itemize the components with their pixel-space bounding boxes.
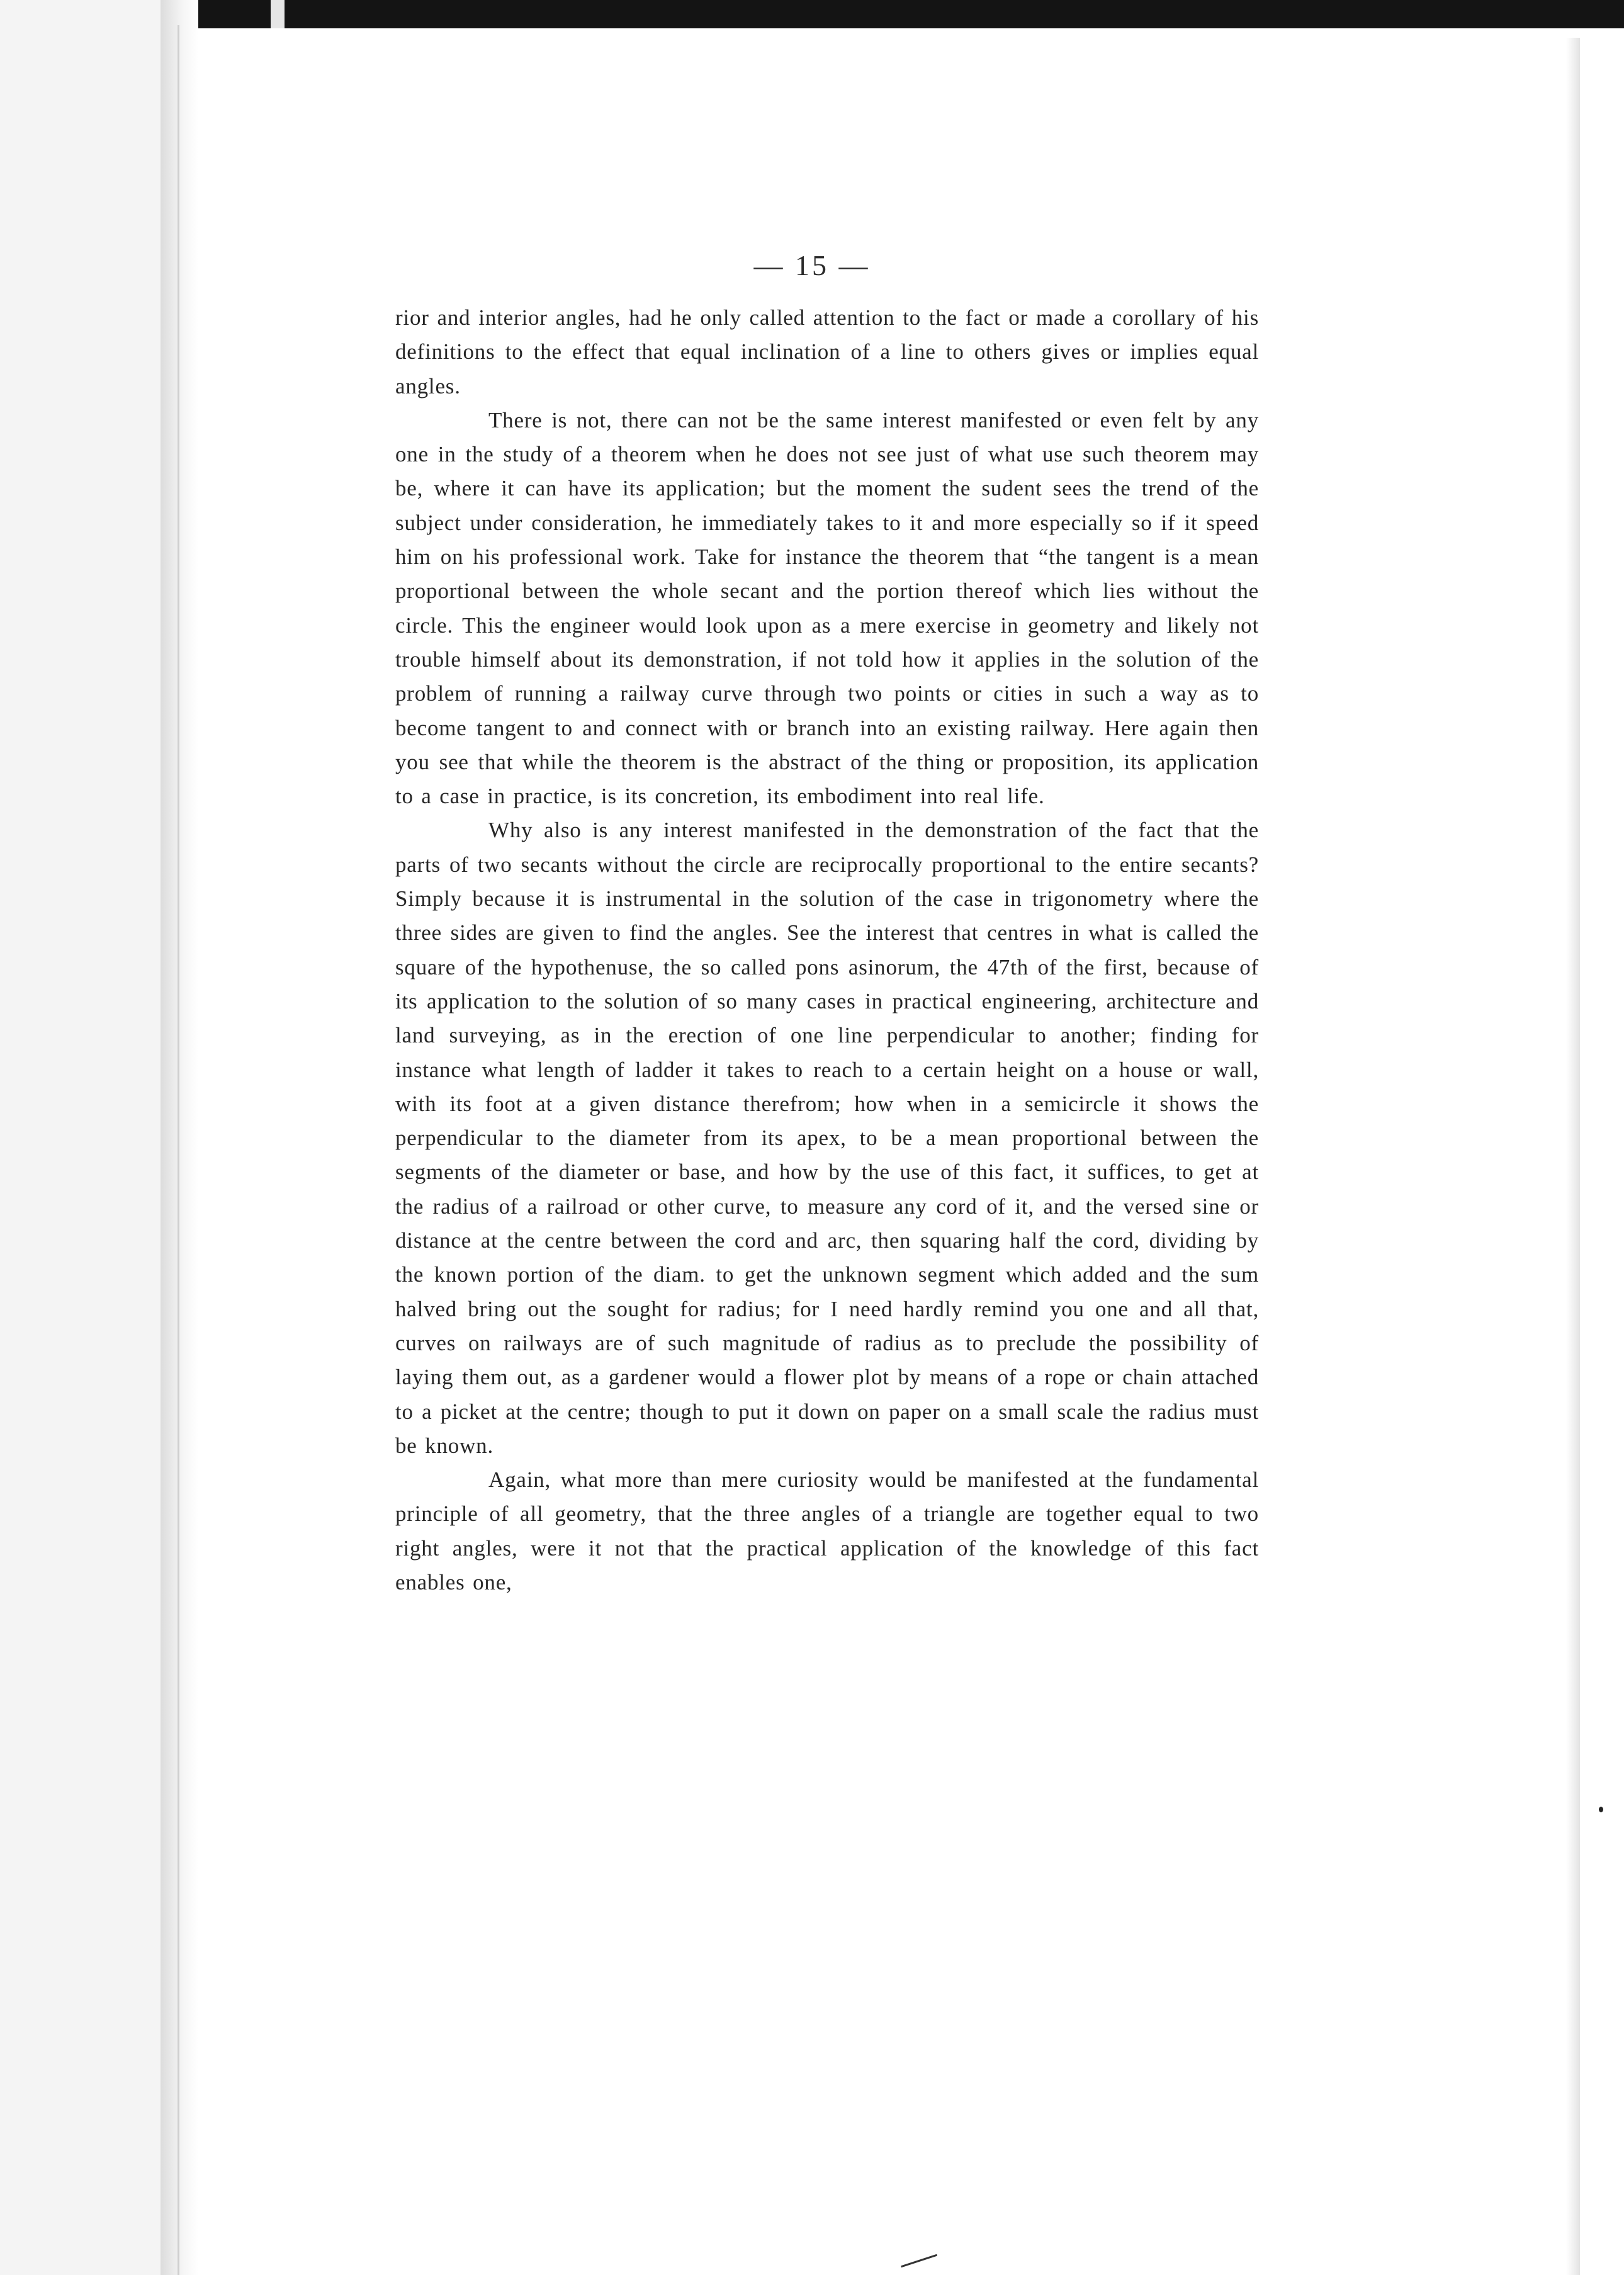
paragraph-2: There is not, there can not be the same interest manifested or even felt by any one in the study of a theorem when he does not see just of what use such theorem may be, where it can have its application; but the moment the sudent sees the trend of the subject under consideration, he immediately takes to it and more especially so if it speed him on his professional work. Take for instance the theorem that “the tangent is a mean proportional between the whole secant and the portion thereof which lies without the circle. This the engineer would look upon as a mere exercise in geometry and likely not trouble himself about its demonstration, if not told how it applies in the solution of the problem of running a railway curve through two points or cities in such a way as to become tangent to and connect with or branch into an existing railway. Here again then you see that while the theorem is the abstract of the thing or proposition, its application to a case in practice, is its concretion, its embodiment into real life. — [395, 407, 1259, 809]
paragraph-4: Again, what more than mere curiosity would be manifested at the fundamental principle of all geometry, that the three angles of a triangle are together equal to two right angles, were it not that the practical application of the knowledge of this fact enables one, — [395, 1467, 1259, 1595]
scanner-gap — [271, 0, 285, 28]
body-text — [395, 301, 1259, 1600]
right-page-edge — [1566, 38, 1580, 2275]
scanner-backdrop — [0, 0, 1624, 28]
paragraph-1: rior and interior angles, had he only called attention to the fact or made a corollary of his definitions to the effect that equal inclination of a line to others gives or implies equal angles. — [395, 305, 1259, 398]
binding-line — [178, 25, 179, 2275]
page-number: — 15 — — [753, 249, 871, 281]
scan-speck — [1599, 1807, 1603, 1812]
binding-shadow — [161, 0, 198, 2275]
paragraph-3: Why also is any interest manifested in the demonstration of the fact that the parts of two secants without the circle are reciprocally proportional to the entire secants? Simply because it is instrumental in the solution of the case in trigonometry where the three sides are given to find the angles. See the interest that centres in what is called the square of the hypothenuse, the so called pons asinorum, the 47th of the first, because of its application to the solution of so many cases in practical engineering, architecture and land surveying, as in the erection of one line perpendicular to another; finding for instance what length of ladder it takes to reach to a certain height on a house or wall, with its foot at a given distance therefrom; how when in a semicircle it shows the perpendicular to the diameter from its apex, to be a mean proportional between the segments of the diameter or base, and how by the use of this fact, it suffices, to get at the radius of a railroad or other curve, to measure any cord of it, and the versed sine or distance at the centre between the cord and arc, then squaring half the cord, dividing by the known portion of the diam. to get the unknown segment which added and the sum halved bring out the sought for radius; for I need hardly remind you one and all that, curves on railways are of such magnitude of radius as to preclude the possibility of laying them out, as a gardener would a flower plot by means of a rope or chain attached to a picket at the centre; though to put it down on paper on a small scale the radius must be known. — [395, 818, 1259, 1458]
